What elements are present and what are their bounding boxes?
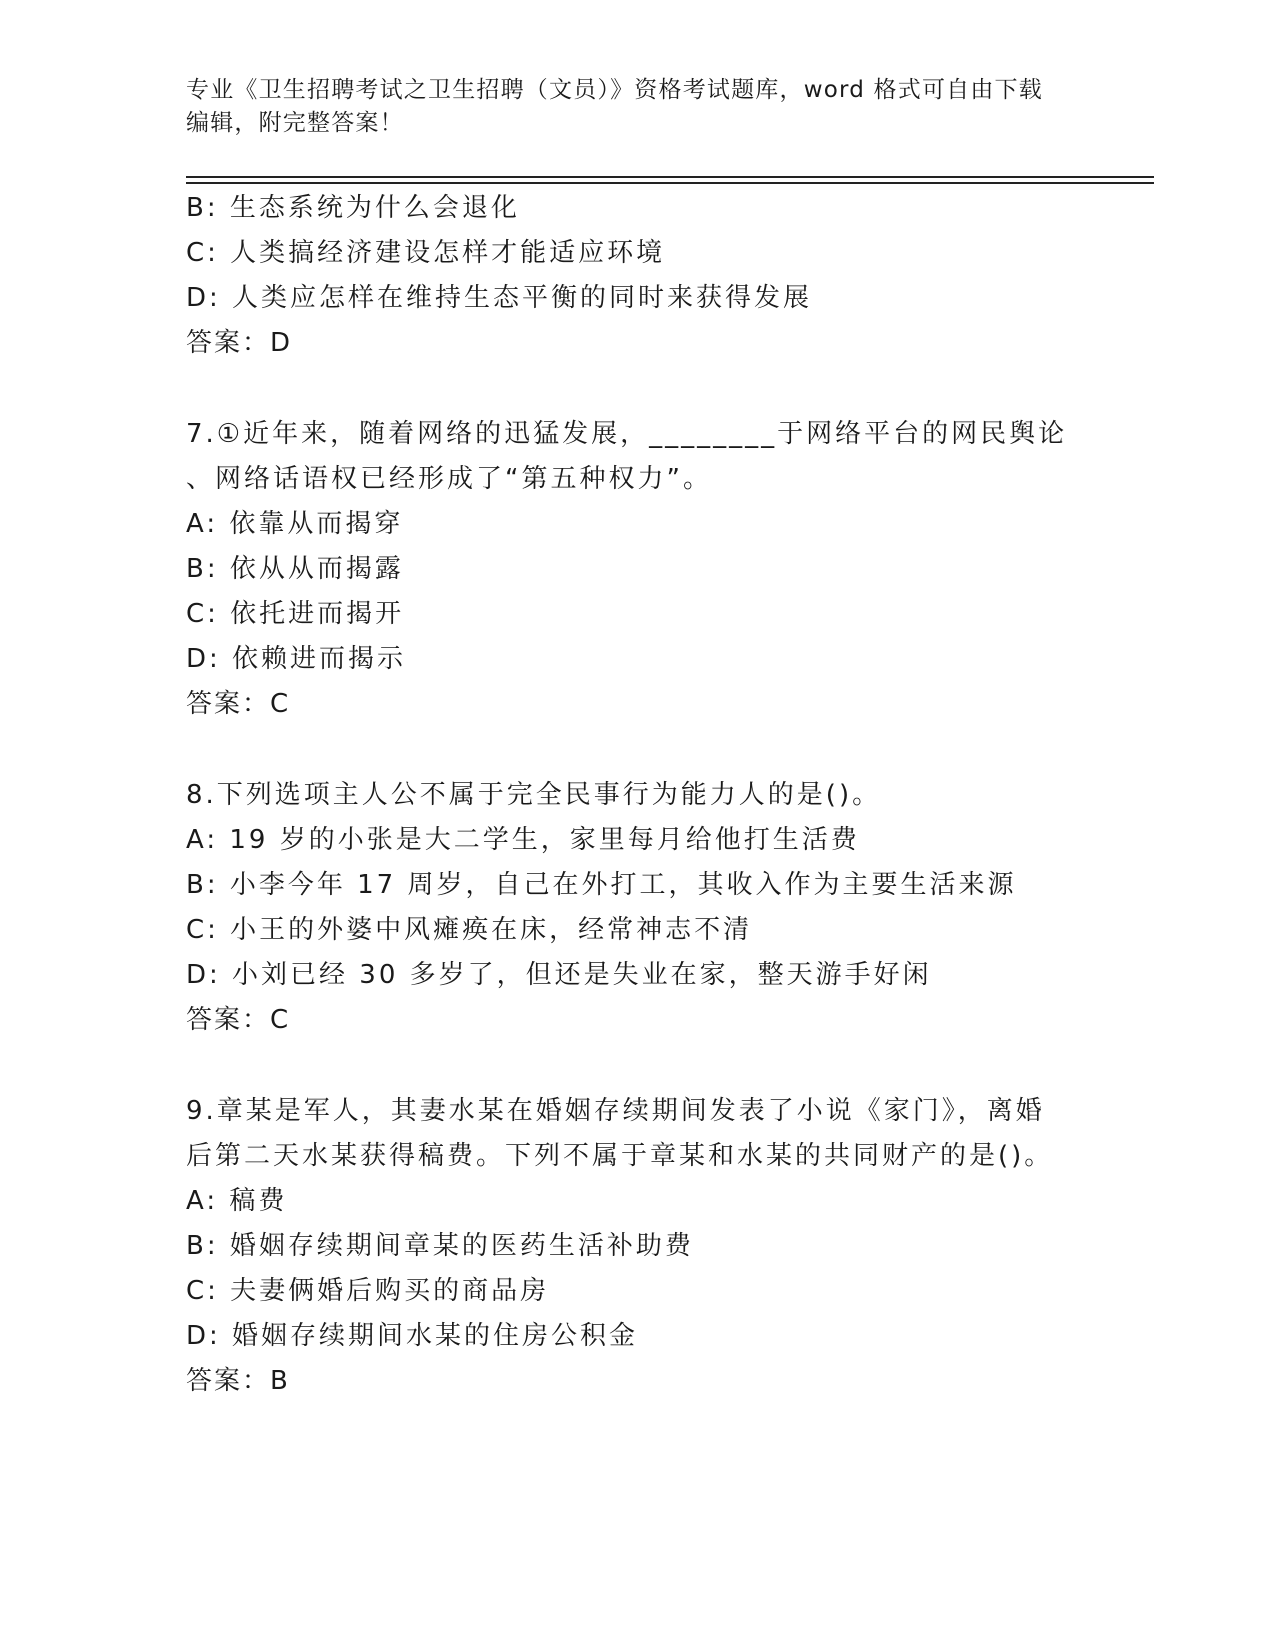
q7-stem-line-2: 、网络话语权已经形成了“第五种权力”。 — [186, 464, 712, 494]
q7-option-d: D: 依赖进而揭示 — [186, 644, 407, 674]
q6-option-d: D: 人类应怎样在维持生态平衡的同时来获得发展 — [186, 283, 813, 313]
q7-stem-line-1: 7.①近年来，随着网络的迅猛发展，________于网络平台的网民舆论 — [186, 419, 1068, 449]
q8-option-d: D: 小刘已经 30 多岁了，但还是失业在家，整天游手好闲 — [186, 960, 932, 990]
q9-option-d: D: 婚姻存续期间水某的住房公积金 — [186, 1321, 639, 1351]
q6-option-c: C: 人类搞经济建设怎样才能适应环境 — [186, 238, 666, 268]
q8-answer: 答案：C — [186, 1005, 291, 1035]
q7-answer: 答案：C — [186, 689, 291, 719]
header-divider-bottom — [186, 182, 1154, 184]
q9-option-c: C: 夫妻俩婚后购买的商品房 — [186, 1276, 550, 1306]
q6-option-b: B: 生态系统为什么会退化 — [186, 193, 520, 223]
q9-answer: 答案：B — [186, 1366, 290, 1396]
q8-stem-line-1: 8.下列选项主人公不属于完全民事行为能力人的是()。 — [186, 780, 882, 810]
page-header — [186, 74, 1086, 140]
q9-option-a: A: 稿费 — [186, 1186, 288, 1216]
q9-option-b: B: 婚姻存续期间章某的医药生活补助费 — [186, 1231, 694, 1261]
q7-option-a: A: 依靠从而揭穿 — [186, 509, 404, 539]
header-line-2: 编辑，附完整答案！ — [186, 110, 404, 136]
q7-option-b: B: 依从从而揭露 — [186, 554, 404, 584]
header-divider-top — [186, 176, 1154, 178]
q6-answer: 答案：D — [186, 328, 293, 358]
q9-stem-line-2: 后第二天水某获得稿费。下列不属于章某和水某的共同财产的是()。 — [186, 1141, 1054, 1171]
q8-option-b: B: 小李今年 17 周岁，自己在外打工，其收入作为主要生活来源 — [186, 870, 1017, 900]
header-line-1: 专业《卫生招聘考试之卫生招聘（文员）》资格考试题库，word 格式可自由下载 — [186, 77, 1043, 103]
q9-stem-line-1: 9.章某是军人，其妻水某在婚姻存续期间发表了小说《家门》，离婚 — [186, 1096, 1045, 1126]
q8-option-a: A: 19 岁的小张是大二学生，家里每月给他打生活费 — [186, 825, 860, 855]
q7-option-c: C: 依托进而揭开 — [186, 599, 405, 629]
q8-option-c: C: 小王的外婆中风瘫痪在床，经常神志不清 — [186, 915, 753, 945]
